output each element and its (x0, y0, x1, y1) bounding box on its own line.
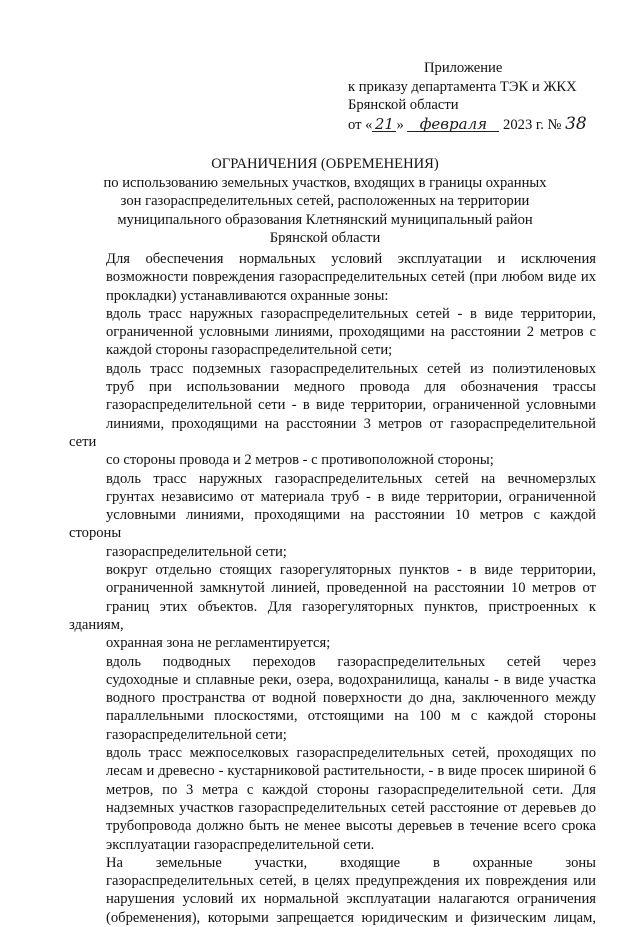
paragraph-line: вдоль трасс межпоселковых газораспределительных сетей, проходящих по (106, 745, 596, 762)
paragraph-line: газораспределительной сети; (106, 726, 287, 743)
paragraph-line: газораспределительной сети; (106, 543, 287, 560)
handwritten-number: 38 (565, 113, 587, 134)
date-prefix: от « (348, 116, 373, 133)
paragraph-line: вдоль подводных переходов газораспределительных сетей через (106, 653, 596, 670)
paragraph-line: труб при использовании медного провода для обозначения трассы (106, 379, 596, 396)
year-text: 2023 г. № (503, 116, 562, 133)
title-heading: ОГРАНИЧЕНИЯ (ОБРЕМЕНЕНИЯ) (211, 156, 439, 172)
paragraph (69, 305, 596, 360)
appendix-order-ref: к приказу департамента ТЭК и ЖКХ (348, 78, 577, 95)
paragraph-line: (обременения), которыми запрещается юридическим и физическим лицам, (106, 909, 596, 926)
paragraph-line: охранная зона не регламентируется; (106, 635, 331, 652)
paragraph-line: метров, по 3 метра с каждой стороны газораспределительной сети. Для (106, 781, 596, 798)
paragraph-line: каждой стороны газораспределительной сети; (106, 342, 393, 359)
date-mid: » (396, 116, 404, 133)
paragraph-line: прокладки) устанавливаются охранные зоны: (106, 287, 389, 304)
paragraph-line: трубопровода должно быть не менее высоты деревьев в течение всего срока (106, 818, 596, 835)
document-body (69, 250, 596, 927)
paragraph-line: ограниченной замкнутой линией, проведенной на расстоянии 10 метров от (106, 580, 596, 597)
paragraph-line: параллельными плоскостями, отстоящими на 100 м с каждой стороны (106, 708, 596, 725)
paragraph (69, 653, 596, 744)
paragraph-line: границ этих объектов. Для газорегуляторных пунктов, пристроенных к зданиям, (69, 598, 596, 633)
paragraph-line: На земельные участки, входящие в охранные зоны (106, 854, 596, 871)
paragraph-line: лесам и древесно - кустарниковой растительности, - в виде просек шириной 6 (106, 763, 596, 780)
title-line: муниципального образования Клетнянский муниципальный район (117, 211, 533, 228)
appendix-header (348, 59, 608, 134)
handwritten-month: февраля (407, 117, 499, 132)
paragraph-line: эксплуатации газораспределительной сети. (106, 836, 375, 853)
paragraph-line: водного пространства от водной поверхности до дна, заключенного между (106, 690, 596, 707)
paragraph-line: возможности повреждения газораспределительных сетей (при любом виде их (106, 269, 596, 286)
title-line: Брянской области (269, 230, 381, 247)
paragraph (69, 744, 596, 854)
paragraph-line: вдоль трасс наружных газораспределительных сетей - в виде территории, (106, 305, 596, 322)
paragraph-line: газораспределительной сети - в виде территории, ограниченной условными (106, 397, 596, 414)
paragraph-line: Для обеспечения нормальных условий эксплуатации и исключения (106, 251, 596, 267)
paragraph (69, 360, 596, 470)
paragraph-line: вокруг отдельно стоящих газорегуляторных пунктов - в виде территории, (106, 562, 596, 579)
paragraph-line: грунтах независимо от материала труб - в виде территории, ограниченной (106, 488, 596, 505)
paragraph (69, 470, 596, 561)
appendix-title: Приложение (424, 60, 503, 76)
paragraph (69, 250, 596, 305)
appendix-date-line (348, 115, 608, 135)
paragraph-line: со стороны провода и 2 метров - с противоположной стороны; (106, 452, 494, 469)
paragraph-line: вдоль трасс наружных газораспределительных сетей на вечномерзлых (106, 470, 596, 487)
paragraph-line: надземных участков газораспределительных сетей расстояние от деревьев до (106, 799, 596, 816)
paragraph-line: линиями, проходящими на расстоянии 3 метров от газораспределительной сети (69, 415, 596, 450)
paragraph-line: вдоль трасс подземных газораспределительных сетей из полиэтиленовых (106, 360, 596, 377)
paragraph-line: ограниченной условными линиями, проходящими на расстоянии 2 метров с (106, 324, 596, 341)
handwritten-day: 21 (372, 117, 396, 132)
title-line: по использованию земельных участков, входящих в границы охранных (103, 174, 547, 191)
paragraph (69, 854, 596, 927)
document-title (60, 155, 590, 248)
paragraph-line: судоходные и сплавные реки, озера, водохранилища, каналы - в виде участка (106, 671, 596, 688)
paragraph-line: газораспределительных сетей, в целях предупреждения их повреждения или (106, 873, 596, 890)
paragraph-line: нарушения условий их нормальной эксплуатации налагаются ограничения (106, 891, 596, 908)
paragraph (69, 561, 596, 652)
title-subtitle (60, 174, 590, 248)
title-line: зон газораспределительных сетей, расположенных на территории (120, 193, 530, 210)
appendix-region: Брянской области (348, 97, 459, 113)
paragraph-line: условными линиями, проходящими на расстоянии 10 метров с каждой стороны (69, 507, 596, 542)
